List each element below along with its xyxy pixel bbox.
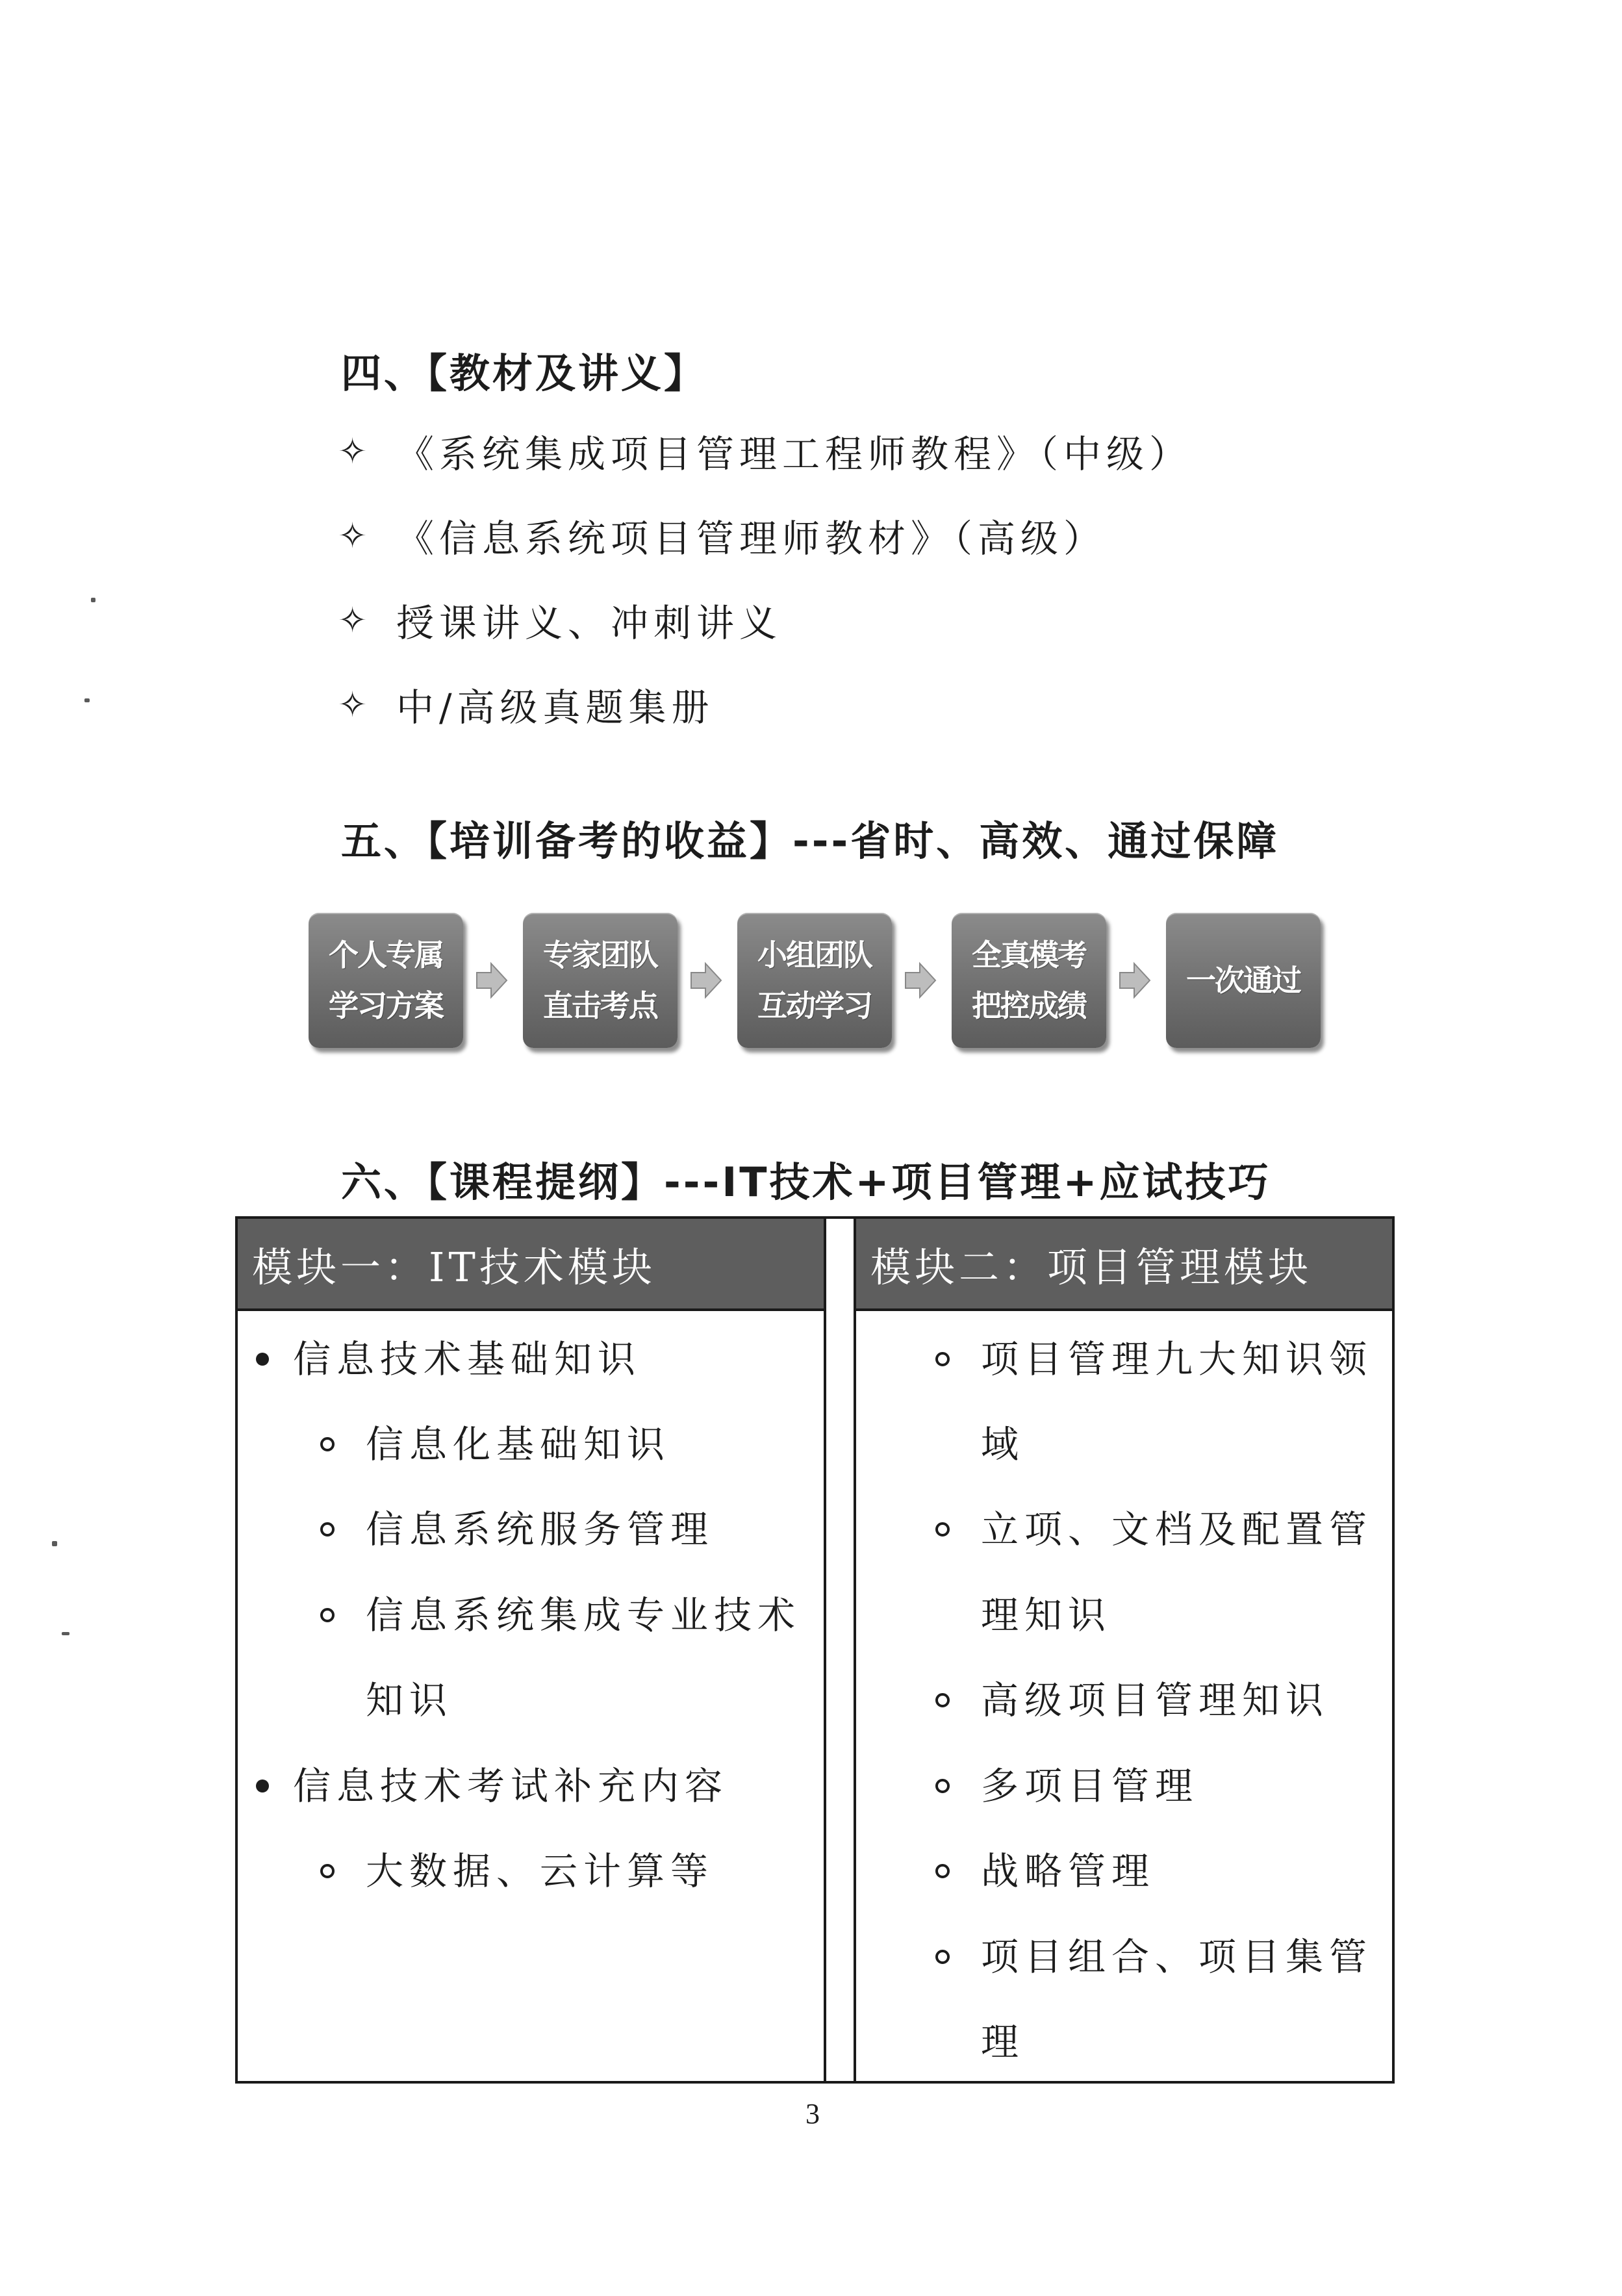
scan-speck — [91, 598, 95, 602]
outline-item: 战略管理 — [981, 1849, 1156, 1893]
flow-step-line: 个人专属 — [329, 938, 443, 973]
outline-item: 信息系统服务管理 — [366, 1507, 715, 1551]
diamond-bullet-icon: ✧ — [338, 430, 373, 472]
outline-item: 信息系统集成专业技术 — [366, 1593, 802, 1637]
outline-item: 项目管理九大知识领 — [981, 1337, 1373, 1381]
section-6-heading: 六、【课程提纲】---IT技术+项目管理+应试技巧 — [341, 1158, 1271, 1206]
outline-item-continuation: 知识 — [366, 1678, 453, 1722]
bullet-circle-icon — [935, 1779, 950, 1793]
textbook-item — [338, 424, 1192, 478]
module-2-column — [854, 1219, 1392, 2081]
flow-step-line: 小组团队 — [757, 938, 872, 973]
bullet-dot-icon — [256, 1779, 269, 1792]
bullet-circle-icon — [935, 1950, 950, 1964]
textbook-item-text: 《信息系统项目管理师教材》（高级） — [396, 517, 1107, 561]
module-2-header: 模块二：项目管理模块 — [856, 1219, 1392, 1311]
flow-step-1 — [309, 913, 463, 1048]
diamond-bullet-icon: ✧ — [338, 599, 373, 641]
outline-item: 信息技术考试补充内容 — [293, 1764, 729, 1808]
flow-step-line: 互动学习 — [757, 988, 872, 1023]
bullet-dot-icon — [256, 1353, 269, 1366]
textbook-item — [338, 677, 715, 732]
flow-step-line: 一次通过 — [1186, 963, 1300, 998]
flow-step-line: 全真模考 — [972, 938, 1086, 973]
textbook-item-text: 《系统集成项目管理工程师教程》（中级） — [396, 432, 1193, 476]
outline-item: 高级项目管理知识 — [981, 1678, 1330, 1722]
flow-step-3 — [737, 913, 892, 1048]
outline-item: 大数据、云计算等 — [366, 1849, 715, 1893]
flow-step-2 — [523, 913, 678, 1048]
textbook-item — [338, 508, 1106, 563]
flow-arrow-icon — [1117, 961, 1152, 1000]
page-number: 3 — [805, 2098, 820, 2130]
diamond-bullet-icon: ✧ — [338, 683, 373, 725]
bullet-circle-icon — [320, 1608, 335, 1622]
module-1-column — [238, 1219, 826, 2081]
textbook-item-text: 中/高级真题集册 — [396, 685, 715, 730]
bullet-circle-icon — [320, 1522, 335, 1537]
bullet-circle-icon — [935, 1352, 950, 1366]
outline-item-continuation: 域 — [981, 1422, 1025, 1466]
outline-item: 项目组合、项目集管 — [981, 1935, 1373, 1979]
outline-item: 信息技术基础知识 — [293, 1337, 642, 1381]
bullet-circle-icon — [935, 1693, 950, 1707]
scan-speck — [62, 1632, 70, 1635]
flow-arrow-icon — [689, 961, 724, 1000]
benefit-flow-diagram — [309, 913, 1322, 1052]
outline-item: 立项、文档及配置管 — [981, 1507, 1373, 1551]
bullet-circle-icon — [935, 1864, 950, 1878]
diamond-bullet-icon: ✧ — [338, 515, 373, 556]
course-outline-table — [235, 1216, 1395, 2084]
scan-speck — [52, 1541, 57, 1546]
flow-arrow-icon — [903, 961, 938, 1000]
flow-step-line: 专家团队 — [543, 938, 657, 973]
flow-step-line: 把控成绩 — [972, 988, 1086, 1023]
outline-item-continuation: 理知识 — [981, 1593, 1112, 1637]
scan-speck — [84, 698, 90, 702]
section-5-heading: 五、【培训备考的收益】---省时、高效、通过保障 — [341, 817, 1280, 865]
textbook-item-text: 授课讲义、冲刺讲义 — [396, 601, 783, 645]
textbook-item — [338, 593, 782, 647]
bullet-circle-icon — [320, 1864, 335, 1878]
outline-item-continuation: 理 — [981, 2020, 1025, 2064]
bullet-circle-icon — [320, 1437, 335, 1451]
flow-step-5 — [1166, 913, 1321, 1048]
flow-step-4 — [952, 913, 1106, 1048]
bullet-circle-icon — [935, 1522, 950, 1537]
flow-step-line: 学习方案 — [329, 988, 443, 1023]
outline-item: 信息化基础知识 — [366, 1422, 671, 1466]
module-1-header: 模块一：IT技术模块 — [238, 1219, 824, 1311]
section-4-heading: 四、【教材及讲义】 — [341, 350, 707, 397]
outline-item: 多项目管理 — [981, 1764, 1199, 1808]
flow-step-line: 直击考点 — [543, 988, 657, 1023]
flow-arrow-icon — [474, 961, 509, 1000]
